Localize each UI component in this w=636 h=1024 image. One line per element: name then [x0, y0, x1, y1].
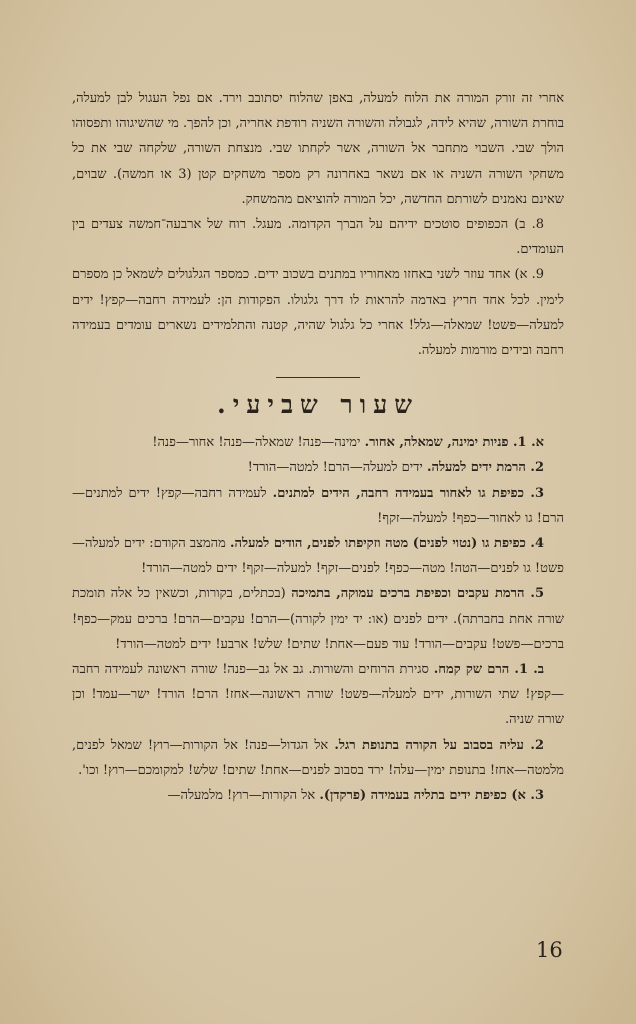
intro-paragraph-3: 9. א) אחד עוזר לשני באחזו מאחוריו במתנים בשכוב ידים. כמספר הגלגולים לשמאל כן מספרם לימין. לכל אחד חריץ באדמה להראות לו דרך גלגולו. הפקודות הן: לעמידה רחבה—קפץ! ידים למעלה—פשט! שמאלה—גלל! אחרי כל גלגול שהיה, קטנה והתלמידים נשארים עומדים בעמידה רחבה ובידים מורמות למעלה. [72, 267, 564, 359]
exercise-a5-title: 5. הרמת עקבים וכפיפת ברכים עמוקה, בתמיכה [291, 586, 544, 602]
exercise-a1-commands: ימינה—פנה! שמאלה—פנה! אחור—פנה! [152, 435, 361, 451]
exercise-a3-commands: לעמידה רחבה—קפץ! ידים למתנים—הרם! גו לאחור—כפף! למעלה—זקף! [72, 485, 564, 526]
exercise-b2-title: 2. עליה בסבוב על הקורה בתנופת רגל. [334, 737, 544, 753]
exercise-a5 [72, 581, 564, 657]
intro-paragraph-2: 8. ב) הכפופים סוטכים ידיהם על הברך הקדומה. מעגל. רוח של ארבעה־חמשה צעדים בין העומדים. [72, 217, 564, 258]
exercise-a5-commands: (בכתלים, בקורות, וכשאין כל אלה תומכת שורה אחת בחברתה). ידים לפנים (או: יד ימין לקורה)—הרם! עקבים—הרם! ברכים עמק—כפף! ברכים—פשט! עקבים—הורד! עוד פעם—אחת! שתים! שלש! ארבע! ידים למטה—הורד! [72, 586, 564, 652]
exercise-b2-commands: אל הגדול—פנה! אל הקורות—רוץ! שמאל לפנים, מלמטה—אחז! בתנופת ימין—עלה! ירד בסבוב לפנים—אחת! שתים! שלש! למקומכם—רוץ! וכו'. [72, 737, 564, 778]
exercise-b1 [72, 657, 564, 733]
section-divider [276, 377, 360, 378]
exercise-a2 [72, 455, 564, 480]
exercise-a3 [72, 481, 564, 531]
lesson-heading: שעור שביעי. [217, 390, 419, 420]
exercise-b3 [72, 783, 564, 808]
exercise-b1-title: ב. 1. הרם שק קמח. [433, 662, 545, 678]
exercise-a4 [72, 531, 564, 581]
exercise-a2-commands: ידים למעלה—הרם! למטה—הורד! [247, 460, 423, 476]
page-text [72, 86, 564, 808]
page-number: 16 [536, 938, 563, 962]
exercise-b1-commands: סגירת הרוחים והשורות. גב אל גב—פנה! שורה ראשונה לעמידה רחבה—קפץ! שתי השורות, ידים למעלה—פשט! שורה ראשונה—אחז! הרם! הורד! ישר—עמד! וכן שורה שניה. [72, 662, 564, 728]
exercise-a3-title: 3. כפיפת גו לאחור בעמידה רחבה, הידים למתנים. [272, 485, 544, 501]
exercise-a4-commands: מהמצב הקודם: ידים למעלה—פשט! גו לפנים—הטה! מטה—כפף! לפנים—זקף! למעלה—זקף! ידים למטה—הורד! [72, 536, 564, 577]
exercise-a1 [72, 430, 564, 455]
exercise-a1-title: א. 1. פניות ימינה, שמאלה, אחור. [364, 435, 544, 451]
intro-paragraph-1: אחרי זה זורק המורה את הלוח למעלה, באפן שהלוח יסתובב וירד. אם נפל העגול לבן למעלה, בוחרת השורה, שהיא לידה, לגבולה והשורה השניה רודפת אחריה, וכן להפך. מי שהשיגוהו ותפסוהו הולך שבי. השבוי מתחבר אל השורה, אשר לקחתו שבי. מנצחת השורה, שלקחה שבי את כל משחקי השורה השניה או אם נשאר באחרונה רק מספר משחקים קטן (3 או חמשה). שבוים, שאינם נאמנים לשורתם החדשה, יכל המורה להוציאם מהמשחק. [72, 91, 564, 207]
exercise-a4-title: 4. כפיפת גו (נטוי לפנים) מטה וזקיפתו לפנים, הודים למעלה. [230, 536, 544, 552]
exercise-a2-title: 2. הרמת ידים למעלה. [426, 460, 544, 476]
exercise-b3-title: 3. א) כפיפת ידים בתליה בעמידה (פרקדן). [319, 788, 544, 804]
exercise-b2 [72, 733, 564, 783]
exercise-b3-commands: אל הקורות—רוץ! מלמעלה— [167, 788, 316, 804]
